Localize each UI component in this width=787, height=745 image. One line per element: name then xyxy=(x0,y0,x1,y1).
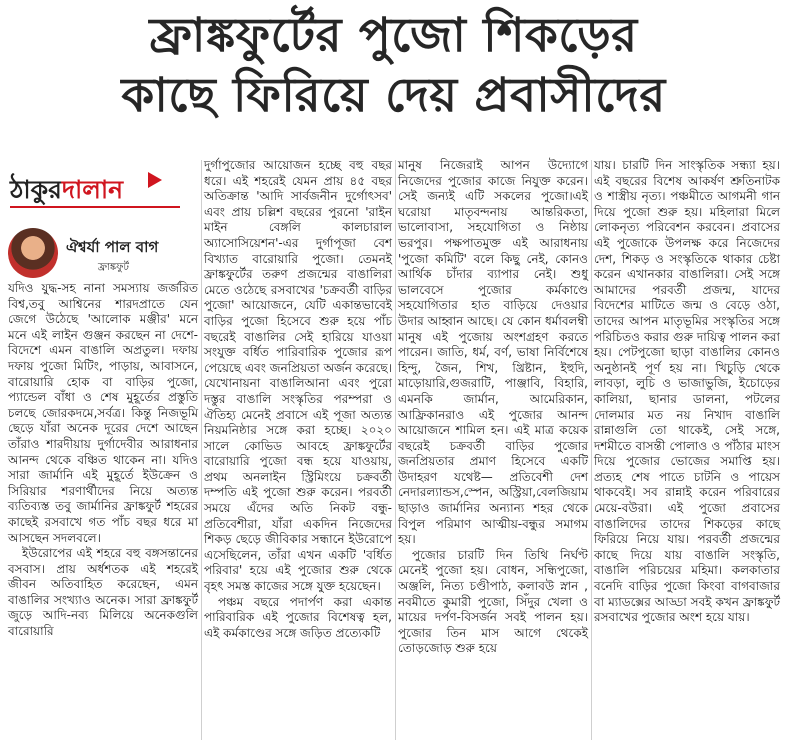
paragraph: মানুষ নিজেরাই আপন উদ্যোগে নিজেদের পুজোর কাজে নিযুক্ত করেন। সেই জন্যই এটি সকলের পুজো।এই ঘরোয়া মাতৃবন্দনায় আন্তরিকতা, ভালোবাসা, সহযোগিতা ও নিষ্ঠায় ভরপুর। পক্ষপাতমুক্ত এই আরাধনায় 'পুজো কমিটি' বলে কিছু নেই, কোনও আর্থিক চাঁদার ব্যাপার নেই। শুধু ভালবেসে পুজোর কর্মকাণ্ডে সহযোগিতার হাত বাড়িয়ে দেওয়ার উদার আহ্বান আছে। যে কোন ধর্মাবলম্বী মানুষ এই পুজোয় অংশগ্রহণ করতে পারেন। জাতি, ধর্ম, বর্ণ, ভাষা নির্বিশেষে হিন্দু, জৈন, শিখ, খ্রিষ্টান, ইহুদি, মাড়োয়ারি,গুজরাটি, পাঞ্জাবি, বিহারি, এমনকি জার্মান, আমেরিকান, আফ্রিকানরাও এই পুজোর আনন্দ আয়োজনে শামিল হন। এই মাত্র কয়েক বছরেই চক্রবর্তী বাড়ির পুজোর জনপ্রিয়তার প্রমাণ হিসেবে একটি উদাহরণ যথেষ্ট— প্রতিবেশী দেশ নেদারল্যান্ডস,স্পেন, অস্ট্রিয়া,বেলজিয়াম ছাড়াও জার্মানির অন্যান্য শহর থেকে বিপুল পরিমাণ আত্মীয়-বন্ধুর সমাগম হয়। xyxy=(398,158,588,547)
author-name: ঐশ্বর্যা পাল বাগ xyxy=(66,238,159,256)
author-location: ফ্রাঙ্কফুর্ট xyxy=(98,262,129,273)
flag-icon xyxy=(148,172,162,188)
headline-line-1: ফ্রাঙ্কফুর্টের পুজো শিকড়ের xyxy=(149,8,638,63)
column-divider xyxy=(395,160,396,740)
section-logo-part2: দালান xyxy=(61,175,124,204)
logo-underline xyxy=(10,206,180,208)
headline-line-2: কাছে ফিরিয়ে দেয় প্রবাসীদের xyxy=(121,68,666,123)
article-column-2 xyxy=(204,158,392,641)
article-column-1 xyxy=(8,281,198,640)
paragraph: দুর্গাপুজোর আয়োজন হচ্ছে বহু বছর ধরে। এই শহরেই যেমন প্রায় ৪৫ বছর অতিক্রান্ত 'আদি সার্বজনীন দুর্গোৎসব' এবং প্রায় চল্লিশ বছরের পুরনো 'রাইন মাইন বেঙ্গলি কালচারাল অ্যাসোসিয়েশন'-এর দুর্গাপূজা বেশ বিখ্যাত বারোয়ারি পুজো। তেমনই ফ্রাঙ্কফুর্টের তরুণ প্রজন্মের বাঙালিরা মেতে ওঠেছে রসবাখের 'চক্রবর্তী বাড়ির পুজো' আয়োজনে, যেটি একান্তভাবেই বাড়ির পুজো হিসেবে শুরু হয়ে পাঁচ বছরেই বাঙালির সেই হারিয়ে যাওয়া সংযুক্ত বর্ধিত পারিবারিক পুজোর রূপ পেয়েছে এবং জনপ্রিয়তা অর্জন করেছে। যেখোনায়না বাঙালিআনা এবং পুরো দস্তুর বাঙালি সংস্কৃতির পরম্পরা ও ঐতিহ্য মেনেই প্রবাসে এই পূজা অত্যন্ত নিয়মনিষ্ঠার সঙ্গে করা হচ্ছে। ২০২০ সালে কোভিড আবহে ফ্রাঙ্কফুর্টের বারোয়ারি পুজো বন্ধ হয়ে যাওয়ায়, প্রথম অনলাইন স্ট্রিমিংয়ে চক্রবর্তী দম্পতি এই পুজো শুরু করেন। পরবর্তী সময়ে এঁদের অতি নিকট বন্ধু-প্রতিবেশীরা, যাঁরা একদিন নিজেদের শিকড় ছেড়ে জীবিকার সন্ধানে ইউরোপে এসেছিলেন, তাঁরা এখন একটি 'বর্ধিত পরিবার' হয়ে এই পুজোর শুরু থেকে বৃহৎ সমস্ত কাজের সঙ্গে যুক্ত হয়েছেন। xyxy=(204,158,392,594)
column-divider xyxy=(591,160,592,740)
article-column-3 xyxy=(398,158,588,657)
paragraph: পুজোর চারটি দিন তিথি নির্ঘণ্ট মেনেই পুজো হয়। বোধন, সন্ধিপুজো, অঞ্জলি, নিত্য চণ্ডীপাঠ, কলাবউ স্নান , নবমীতে কুমারী পুজো, সিঁদুর খেলা ও মায়ের দর্পণ-বিসর্জন সবই পালন হয়। পুজোর তিন মাস আগে থেকেই তোড়জোড় শুরু হয়ে xyxy=(398,547,588,656)
column-divider xyxy=(201,160,202,740)
section-logo xyxy=(10,170,200,214)
paragraph: যদিও যুদ্ধ-সহ নানা সমস্যায় জর্জরিত বিশ্ব,তবু আশ্বিনের শারদপ্রাতে যেন জেগে উঠেছে 'আলোক মঞ্জীর' মনে মনে এই লাইন গুঞ্জন করছেন না দেশে-বিদেশে এমন বাঙালি অপ্রতুল। দফায় দফায় পুজো মিটিং, পাড়ায়, আবাসনে, বারোয়ারি হোক বা বাড়ির পুজো, প্যান্ডেল বাঁধা ও শেষ মুহূর্তের প্রস্তুতি চলছে জোরকদমে,সর্বত্র। কিন্তু নিজভূমি ছেড়ে যাঁরা অনেক দূরের দেশে আছেন তাঁরাও শারদীয়ায় দুর্গাদেবীর আরাধনার আনন্দ থেকে বঞ্চিত থাকেন না। যদিও সারা জার্মানি এই মুহূর্তে ইউক্রেন ও সিরিয়ার শরণার্থীদের নিয়ে অত্যন্ত ব্যতিব্যস্ত তবু জার্মানির ফ্রাঙ্কফুর্ট শহরের কাছেই রসবাখে গত পাঁচ বছর ধরে মা আসছেন সদলবলে। xyxy=(8,281,198,545)
headline xyxy=(0,6,787,126)
author-photo xyxy=(8,228,58,278)
paragraph: ইউরোপের এই শহরে বহু বঙ্গসন্তানের বসবাস। প্রায় অর্ধশতক এই শহরেই জীবন অতিবাহিত করেছেন, এমন বাঙালির সংখ্যাও অনেক। সারা ফ্রাঙ্কফুর্ট জুড়ে আদি-নব্য মিলিয়ে অনেকগুলি বারোয়ারি xyxy=(8,546,198,639)
section-logo-part1: ঠাকুর xyxy=(10,175,62,204)
article-column-4 xyxy=(594,158,780,626)
paragraph: যায়। চারটি দিন সাংস্কৃতিক সন্ধ্যা হয়। এই বছরের বিশেষ আকর্ষণ শ্রুতিনাটক ও শাস্ত্রীয় নৃত্য। পঞ্চমীতে আগমনী গান দিয়ে পুজো শুরু হয়। মহিলারা মিলে লোকনৃত্য পরিবেশন করবেন। প্রবাসের এই পুজোকে উপলক্ষ করে নিজেদের দেশ, শিকড় ও সংস্কৃতিকে থাকার চেষ্টা করেন এখানকার বাঙালিরা। সেই সঙ্গে আমাদের পরবর্তী প্রজন্ম, যাদের বিদেশের মাটিতে জন্ম ও বেড়ে ওঠা, তাদের আপন মাতৃভূমির সংস্কৃতির সঙ্গে পরিচিতও করার গুরু দায়িত্ব পালন করা হয়। পেটপুজো ছাড়া বাঙালির কোনও অনুষ্ঠানই পূর্ণ হয় না। খিচুড়ি থেকে লাবড়া, লুচি ও ভাজাভুজি, ইচোড়ের কালিয়া, ছানার ডালনা, পটলের দোলমার মত নয় নিখাদ বাঙালি রান্নাগুলি তো থাকেই, সেই সঙ্গে, দশমীতে বাসন্তী পোলাও ও পাঁঠার মাংস দিয়ে পুজোর ভোজের সমাপ্তি হয়। প্রত্যহ শেষ পাতে চাটনি ও পায়েস থাকবেই। সব রান্নাই করেন পরিবারের মেয়ে-বউরা। এই পুজো প্রবাসের বাঙালিদের তাদের শিকড়ের কাছে ফিরিয়ে নিয়ে যায়। পরবর্তী প্রজন্মের কাছে দিয়ে যায় বাঙালি সংস্কৃতি, বাঙালি পরিচয়ের মহিমা। কলকাতার বনেদি বাড়ির পুজো কিংবা বাগবাজার বা ম্যাডক্সের আড্ডা সবই কখন ফ্রাঙ্কফুর্ট রসবাখের পুজোর অংশ হয়ে যায়। xyxy=(594,158,780,625)
paragraph: পঞ্চম বছরে পদার্পণ করা একান্ত পারিবারিক এই পুজোর বিশেষত্ব হল, এই কর্মকাণ্ডের সঙ্গে জড়িত প্রত্যেকটি xyxy=(204,594,392,640)
author-byline xyxy=(8,228,198,280)
